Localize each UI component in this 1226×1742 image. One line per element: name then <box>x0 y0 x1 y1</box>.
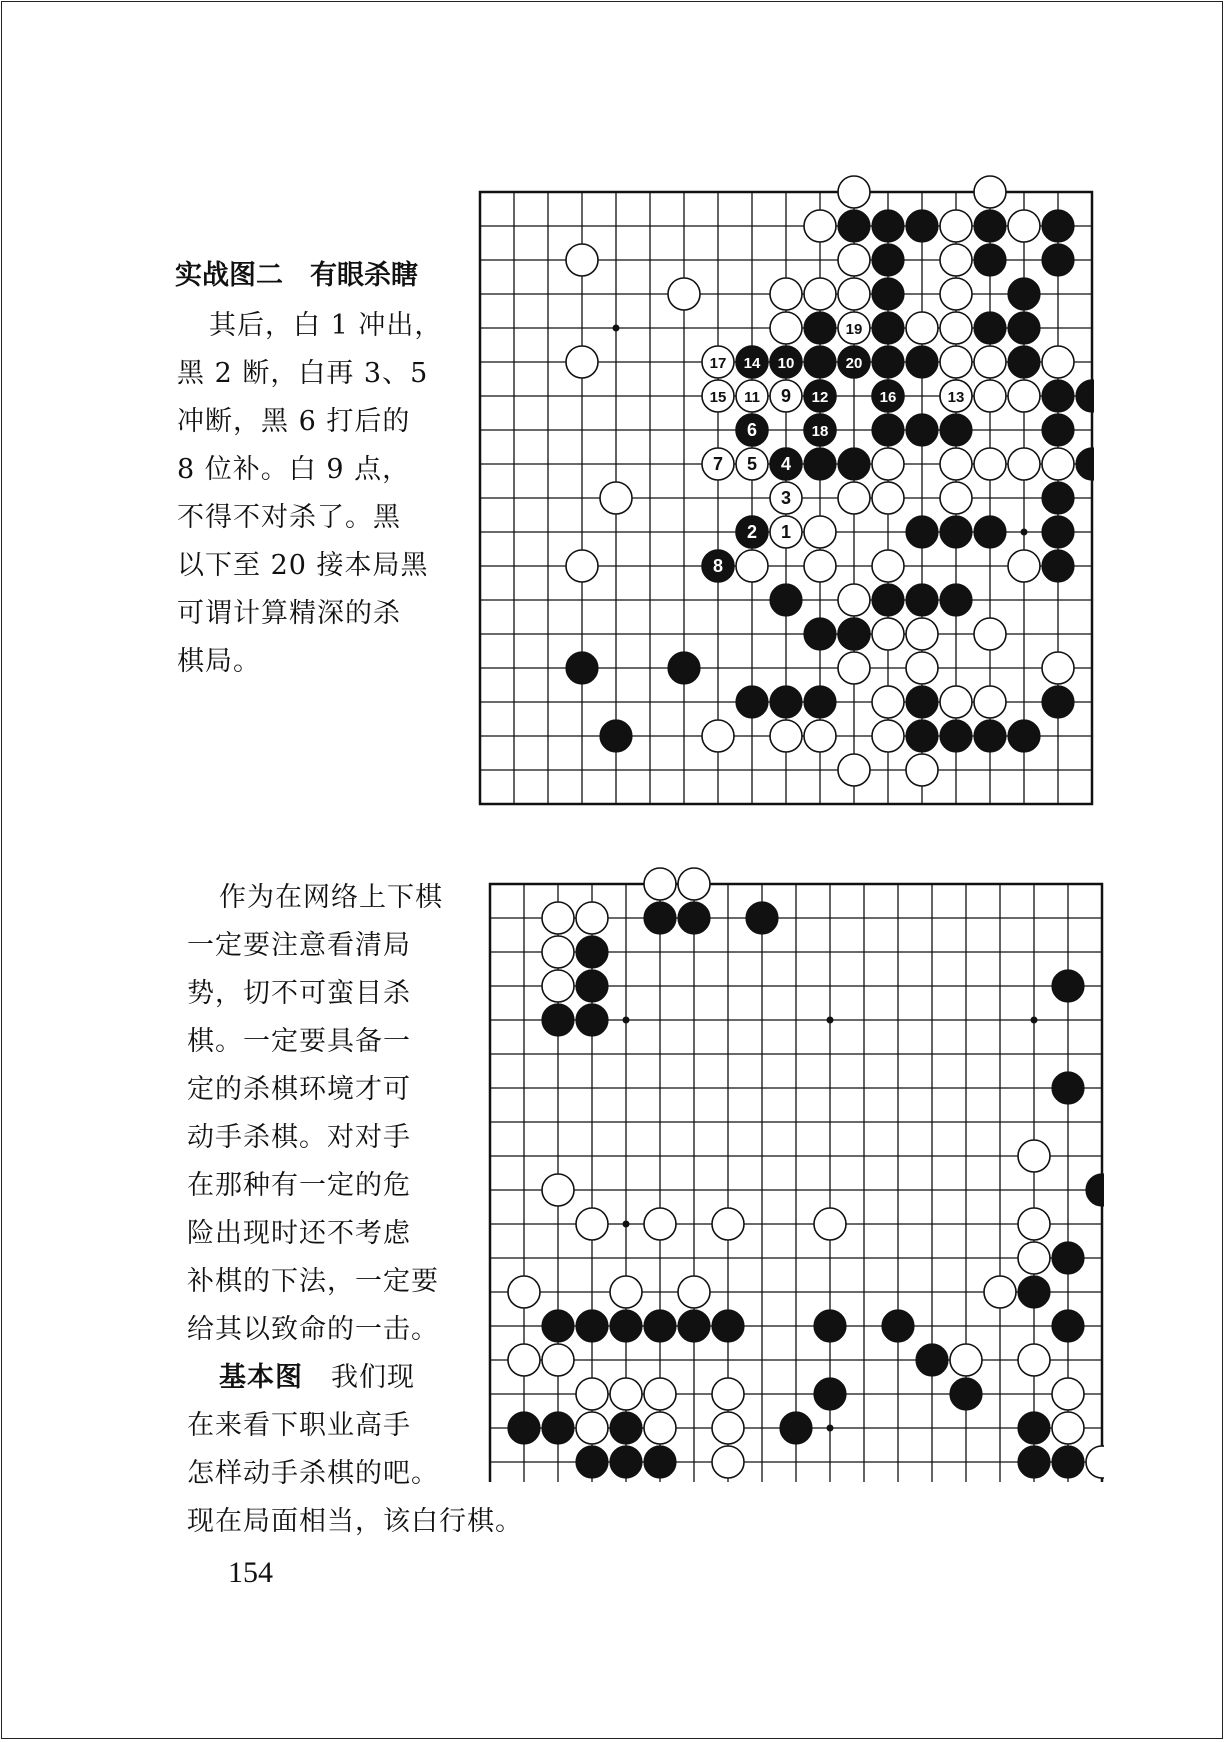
board1-black-stone <box>1008 346 1040 378</box>
board1-white-stone <box>906 618 938 650</box>
board1-white-stone <box>906 652 938 684</box>
board1-black-stone <box>838 618 870 650</box>
figure-1-text <box>177 302 442 686</box>
board2-black-stone <box>576 1310 608 1342</box>
board1-black-stone <box>1008 312 1040 344</box>
board1-black-stone <box>1042 414 1074 446</box>
board1-white-stone <box>838 278 870 310</box>
text-line: 给其以致命的一击。 <box>187 1314 439 1345</box>
board2-white-stone <box>678 868 710 900</box>
board1-white-stone <box>940 346 972 378</box>
board1-black-stone <box>974 244 1006 276</box>
board1-hoshi-point <box>1021 529 1028 536</box>
board2-black-stone <box>576 936 608 968</box>
board2-black-stone <box>712 1310 744 1342</box>
text-line: 补棋的下法，一定要 <box>187 1266 439 1297</box>
board1-black-stone <box>1076 380 1094 412</box>
board2-white-stone <box>814 1208 846 1240</box>
board2-white-stone <box>542 936 574 968</box>
board1-white-stone <box>770 278 802 310</box>
board2-white-stone <box>1018 1208 1050 1240</box>
board2-hoshi-point <box>827 1017 834 1024</box>
board1-black-stone <box>974 720 1006 752</box>
board1-white-stone <box>804 516 836 548</box>
board1-white-stone <box>974 618 1006 650</box>
board1-move-number: 4 <box>780 454 792 474</box>
board1-black-stone <box>940 516 972 548</box>
board2-black-stone <box>542 1310 574 1342</box>
base-diagram-first-line <box>187 1354 523 1402</box>
board1-white-stone <box>566 346 598 378</box>
board2-black-stone <box>542 1412 574 1444</box>
board1-white-stone <box>940 312 972 344</box>
go-board-1-svg <box>474 170 1094 810</box>
board2-black-stone <box>1052 1072 1084 1104</box>
board2-black-stone <box>780 1412 812 1444</box>
board1-white-stone <box>838 244 870 276</box>
board1-black-stone <box>872 414 904 446</box>
board2-white-stone <box>678 1276 710 1308</box>
board1-white-stone <box>974 686 1006 718</box>
board1-black-stone <box>872 346 904 378</box>
text-line: 可谓计算精深的杀 <box>177 598 401 629</box>
board2-black-stone <box>644 902 676 934</box>
board1-black-stone <box>906 686 938 718</box>
board2-white-stone <box>610 1276 642 1308</box>
board1-black-stone <box>1042 516 1074 548</box>
base-diagram-text-first: 我们现 <box>303 1362 415 1393</box>
base-diagram-title: 基本图 <box>219 1362 303 1393</box>
board1-white-stone <box>974 176 1006 208</box>
text-line: 黑 2 断，白再 3、5 <box>177 358 429 389</box>
board2-black-stone <box>814 1310 846 1342</box>
board1-black-stone <box>804 618 836 650</box>
board1-white-stone <box>804 278 836 310</box>
board2-white-stone <box>984 1276 1016 1308</box>
board1-black-stone <box>668 652 700 684</box>
board1-white-stone <box>872 618 904 650</box>
board2-black-stone <box>1018 1446 1050 1478</box>
board2-black-stone <box>576 1446 608 1478</box>
board1-black-stone <box>838 210 870 242</box>
board1-move-number: 17 <box>709 355 727 372</box>
board2-white-stone <box>644 1378 676 1410</box>
board1-white-stone <box>940 244 972 276</box>
base-diagram-text-line: 现在局面相当，该白行棋。 <box>187 1506 523 1537</box>
board1-white-stone <box>566 244 598 276</box>
page-number: 154 <box>228 1556 273 1589</box>
board1-black-stone <box>906 584 938 616</box>
board2-white-stone <box>1018 1344 1050 1376</box>
board2-white-stone <box>1052 1378 1084 1410</box>
board1-white-stone <box>804 210 836 242</box>
board1-white-stone <box>1042 448 1074 480</box>
board2-black-stone <box>1018 1412 1050 1444</box>
board1-white-stone <box>872 482 904 514</box>
board1-white-stone <box>872 686 904 718</box>
board2-white-stone <box>576 1378 608 1410</box>
board2-white-stone <box>1018 1140 1050 1172</box>
text-line: 8 位补。白 9 点， <box>177 454 411 485</box>
board1-white-stone <box>974 346 1006 378</box>
board1-black-stone <box>906 414 938 446</box>
board1-white-stone <box>600 482 632 514</box>
board1-white-stone <box>838 652 870 684</box>
board1-black-stone <box>906 346 938 378</box>
board2-white-stone <box>950 1344 982 1376</box>
text-line: 在那种有一定的危 <box>187 1170 411 1201</box>
board2-white-stone <box>712 1378 744 1410</box>
go-board-1 <box>474 170 1094 810</box>
board1-move-number: 12 <box>811 389 829 406</box>
board2-black-stone <box>882 1310 914 1342</box>
board1-black-stone <box>974 210 1006 242</box>
text-line: 险出现时还不考虑 <box>187 1218 411 1249</box>
board1-move-number: 8 <box>712 556 724 576</box>
board1-move-number: 2 <box>746 522 758 542</box>
board1-move-number: 9 <box>780 386 792 406</box>
board2-black-stone <box>576 1004 608 1036</box>
board1-black-stone <box>872 584 904 616</box>
board2-hoshi-point <box>623 1221 630 1228</box>
board2-white-stone <box>712 1446 744 1478</box>
board2-hoshi-point <box>623 1017 630 1024</box>
board1-white-stone <box>838 754 870 786</box>
text-line: 作为在网络上下棋 <box>219 882 443 913</box>
board1-move-number: 10 <box>777 355 795 372</box>
board2-white-stone <box>576 902 608 934</box>
board1-white-stone <box>804 550 836 582</box>
board1-black-stone <box>804 346 836 378</box>
board1-black-stone <box>736 686 768 718</box>
board1-black-stone <box>804 686 836 718</box>
board1-black-stone <box>804 448 836 480</box>
board1-white-stone <box>940 482 972 514</box>
board1-black-stone <box>974 516 1006 548</box>
board2-white-stone <box>712 1208 744 1240</box>
board1-white-stone <box>872 448 904 480</box>
board1-white-stone <box>1008 210 1040 242</box>
board2-white-stone <box>508 1276 540 1308</box>
board2-hoshi-point <box>827 1425 834 1432</box>
board1-black-stone <box>872 312 904 344</box>
board1-white-stone <box>974 448 1006 480</box>
board1-white-stone <box>770 312 802 344</box>
board2-white-stone <box>1052 1412 1084 1444</box>
board2-black-stone <box>1018 1276 1050 1308</box>
board2-white-stone <box>542 1174 574 1206</box>
board1-black-stone <box>1008 720 1040 752</box>
board1-black-stone <box>1076 448 1094 480</box>
board1-move-number: 5 <box>746 454 758 474</box>
board2-white-stone <box>1018 1242 1050 1274</box>
board2-white-stone <box>610 1378 642 1410</box>
board2-black-stone <box>610 1412 642 1444</box>
board1-white-stone <box>668 278 700 310</box>
base-diagram-text-line: 在来看下职业高手 <box>187 1410 411 1441</box>
board2-black-stone <box>644 1446 676 1478</box>
board1-black-stone <box>770 686 802 718</box>
board1-white-stone <box>804 720 836 752</box>
board1-move-number: 3 <box>780 488 792 508</box>
board1-black-stone <box>1042 482 1074 514</box>
board2-black-stone <box>950 1378 982 1410</box>
board1-move-number: 11 <box>744 389 760 406</box>
board1-black-stone <box>940 414 972 446</box>
board1-white-stone <box>940 686 972 718</box>
board2-black-stone <box>678 902 710 934</box>
board1-white-stone <box>906 312 938 344</box>
board1-white-stone <box>1042 652 1074 684</box>
board1-white-stone <box>838 176 870 208</box>
board2-black-stone <box>542 1004 574 1036</box>
board2-black-stone <box>610 1446 642 1478</box>
board1-black-stone <box>1042 210 1074 242</box>
text-line: 不得不对杀了。黑 <box>177 502 401 533</box>
board1-black-stone <box>872 278 904 310</box>
board2-black-stone <box>1052 1446 1084 1478</box>
go-board-2-svg <box>484 862 1104 1482</box>
board1-move-number: 18 <box>811 423 829 440</box>
board2-white-stone <box>542 902 574 934</box>
board1-white-stone <box>566 550 598 582</box>
board2-white-stone <box>644 1412 676 1444</box>
go-board-2 <box>484 862 1104 1482</box>
board1-white-stone <box>872 550 904 582</box>
board1-white-stone <box>974 380 1006 412</box>
board2-white-stone <box>576 1412 608 1444</box>
board1-white-stone <box>1042 346 1074 378</box>
text-line: 动手杀棋。对对手 <box>187 1122 411 1153</box>
board1-white-stone <box>736 550 768 582</box>
board1-white-stone <box>872 720 904 752</box>
board2-black-stone <box>610 1310 642 1342</box>
board1-white-stone <box>906 754 938 786</box>
board1-move-number: 7 <box>712 454 724 474</box>
board1-hoshi-point <box>613 325 620 332</box>
text-line: 棋。一定要具备一 <box>187 1026 411 1057</box>
board1-black-stone <box>906 516 938 548</box>
board2-white-stone <box>1086 1446 1104 1478</box>
text-line: 棋局。 <box>177 646 261 677</box>
board1-black-stone <box>906 720 938 752</box>
board1-white-stone <box>770 720 802 752</box>
figure-2-text <box>187 874 443 1354</box>
board1-black-stone <box>940 720 972 752</box>
board1-black-stone <box>974 312 1006 344</box>
board1-black-stone <box>872 210 904 242</box>
board2-black-stone <box>678 1310 710 1342</box>
text-line: 其后，白 1 冲出， <box>209 310 443 341</box>
board1-black-stone <box>600 720 632 752</box>
board2-black-stone <box>576 970 608 1002</box>
text-line: 定的杀棋环境才可 <box>187 1074 411 1105</box>
base-diagram-text-line: 怎样动手杀棋的吧。 <box>187 1458 439 1489</box>
text-line: 以下至 20 接本局黑 <box>177 550 429 581</box>
board1-move-number: 14 <box>743 355 761 372</box>
board1-black-stone <box>1008 278 1040 310</box>
board1-black-stone <box>804 312 836 344</box>
text-line: 冲断，黑 6 打后的 <box>177 406 411 437</box>
board1-black-stone <box>906 210 938 242</box>
board1-white-stone <box>940 210 972 242</box>
base-diagram-text <box>187 1354 523 1546</box>
board2-black-stone <box>1052 1242 1084 1274</box>
board2-white-stone <box>542 1344 574 1376</box>
board1-black-stone <box>940 584 972 616</box>
board1-black-stone <box>1042 244 1074 276</box>
board2-black-stone <box>1052 1310 1084 1342</box>
board1-move-number: 6 <box>746 420 758 440</box>
board1-black-stone <box>1042 686 1074 718</box>
board1-black-stone <box>566 652 598 684</box>
text-line: 一定要注意看清局 <box>187 930 411 961</box>
board2-black-stone <box>1086 1174 1104 1206</box>
board2-white-stone <box>576 1208 608 1240</box>
board1-white-stone <box>1008 550 1040 582</box>
board2-hoshi-point <box>1031 1017 1038 1024</box>
board2-black-stone <box>1052 970 1084 1002</box>
board2-black-stone <box>814 1378 846 1410</box>
board1-move-number: 15 <box>709 389 727 406</box>
board2-white-stone <box>644 1208 676 1240</box>
board1-move-number: 16 <box>879 389 897 406</box>
figure-1-title: 实战图二 有眼杀瞎 <box>175 260 418 291</box>
board1-black-stone <box>1042 550 1074 582</box>
board1-black-stone <box>1042 380 1074 412</box>
board1-white-stone <box>1008 380 1040 412</box>
board1-black-stone <box>872 244 904 276</box>
board2-white-stone <box>644 868 676 900</box>
board2-black-stone <box>746 902 778 934</box>
board1-white-stone <box>838 584 870 616</box>
text-line: 势，切不可蛮目杀 <box>187 978 411 1009</box>
board1-white-stone <box>702 720 734 752</box>
board1-white-stone <box>940 278 972 310</box>
board2-black-stone <box>644 1310 676 1342</box>
board2-black-stone <box>916 1344 948 1376</box>
board1-white-stone <box>1008 448 1040 480</box>
board1-white-stone <box>838 482 870 514</box>
board1-move-number: 13 <box>947 389 965 406</box>
board1-move-number: 20 <box>845 355 863 372</box>
board2-white-stone <box>712 1412 744 1444</box>
board1-black-stone <box>770 584 802 616</box>
board1-black-stone <box>838 448 870 480</box>
board2-white-stone <box>542 970 574 1002</box>
board1-white-stone <box>940 448 972 480</box>
board1-move-number: 19 <box>845 321 863 338</box>
board1-move-number: 1 <box>780 522 792 542</box>
